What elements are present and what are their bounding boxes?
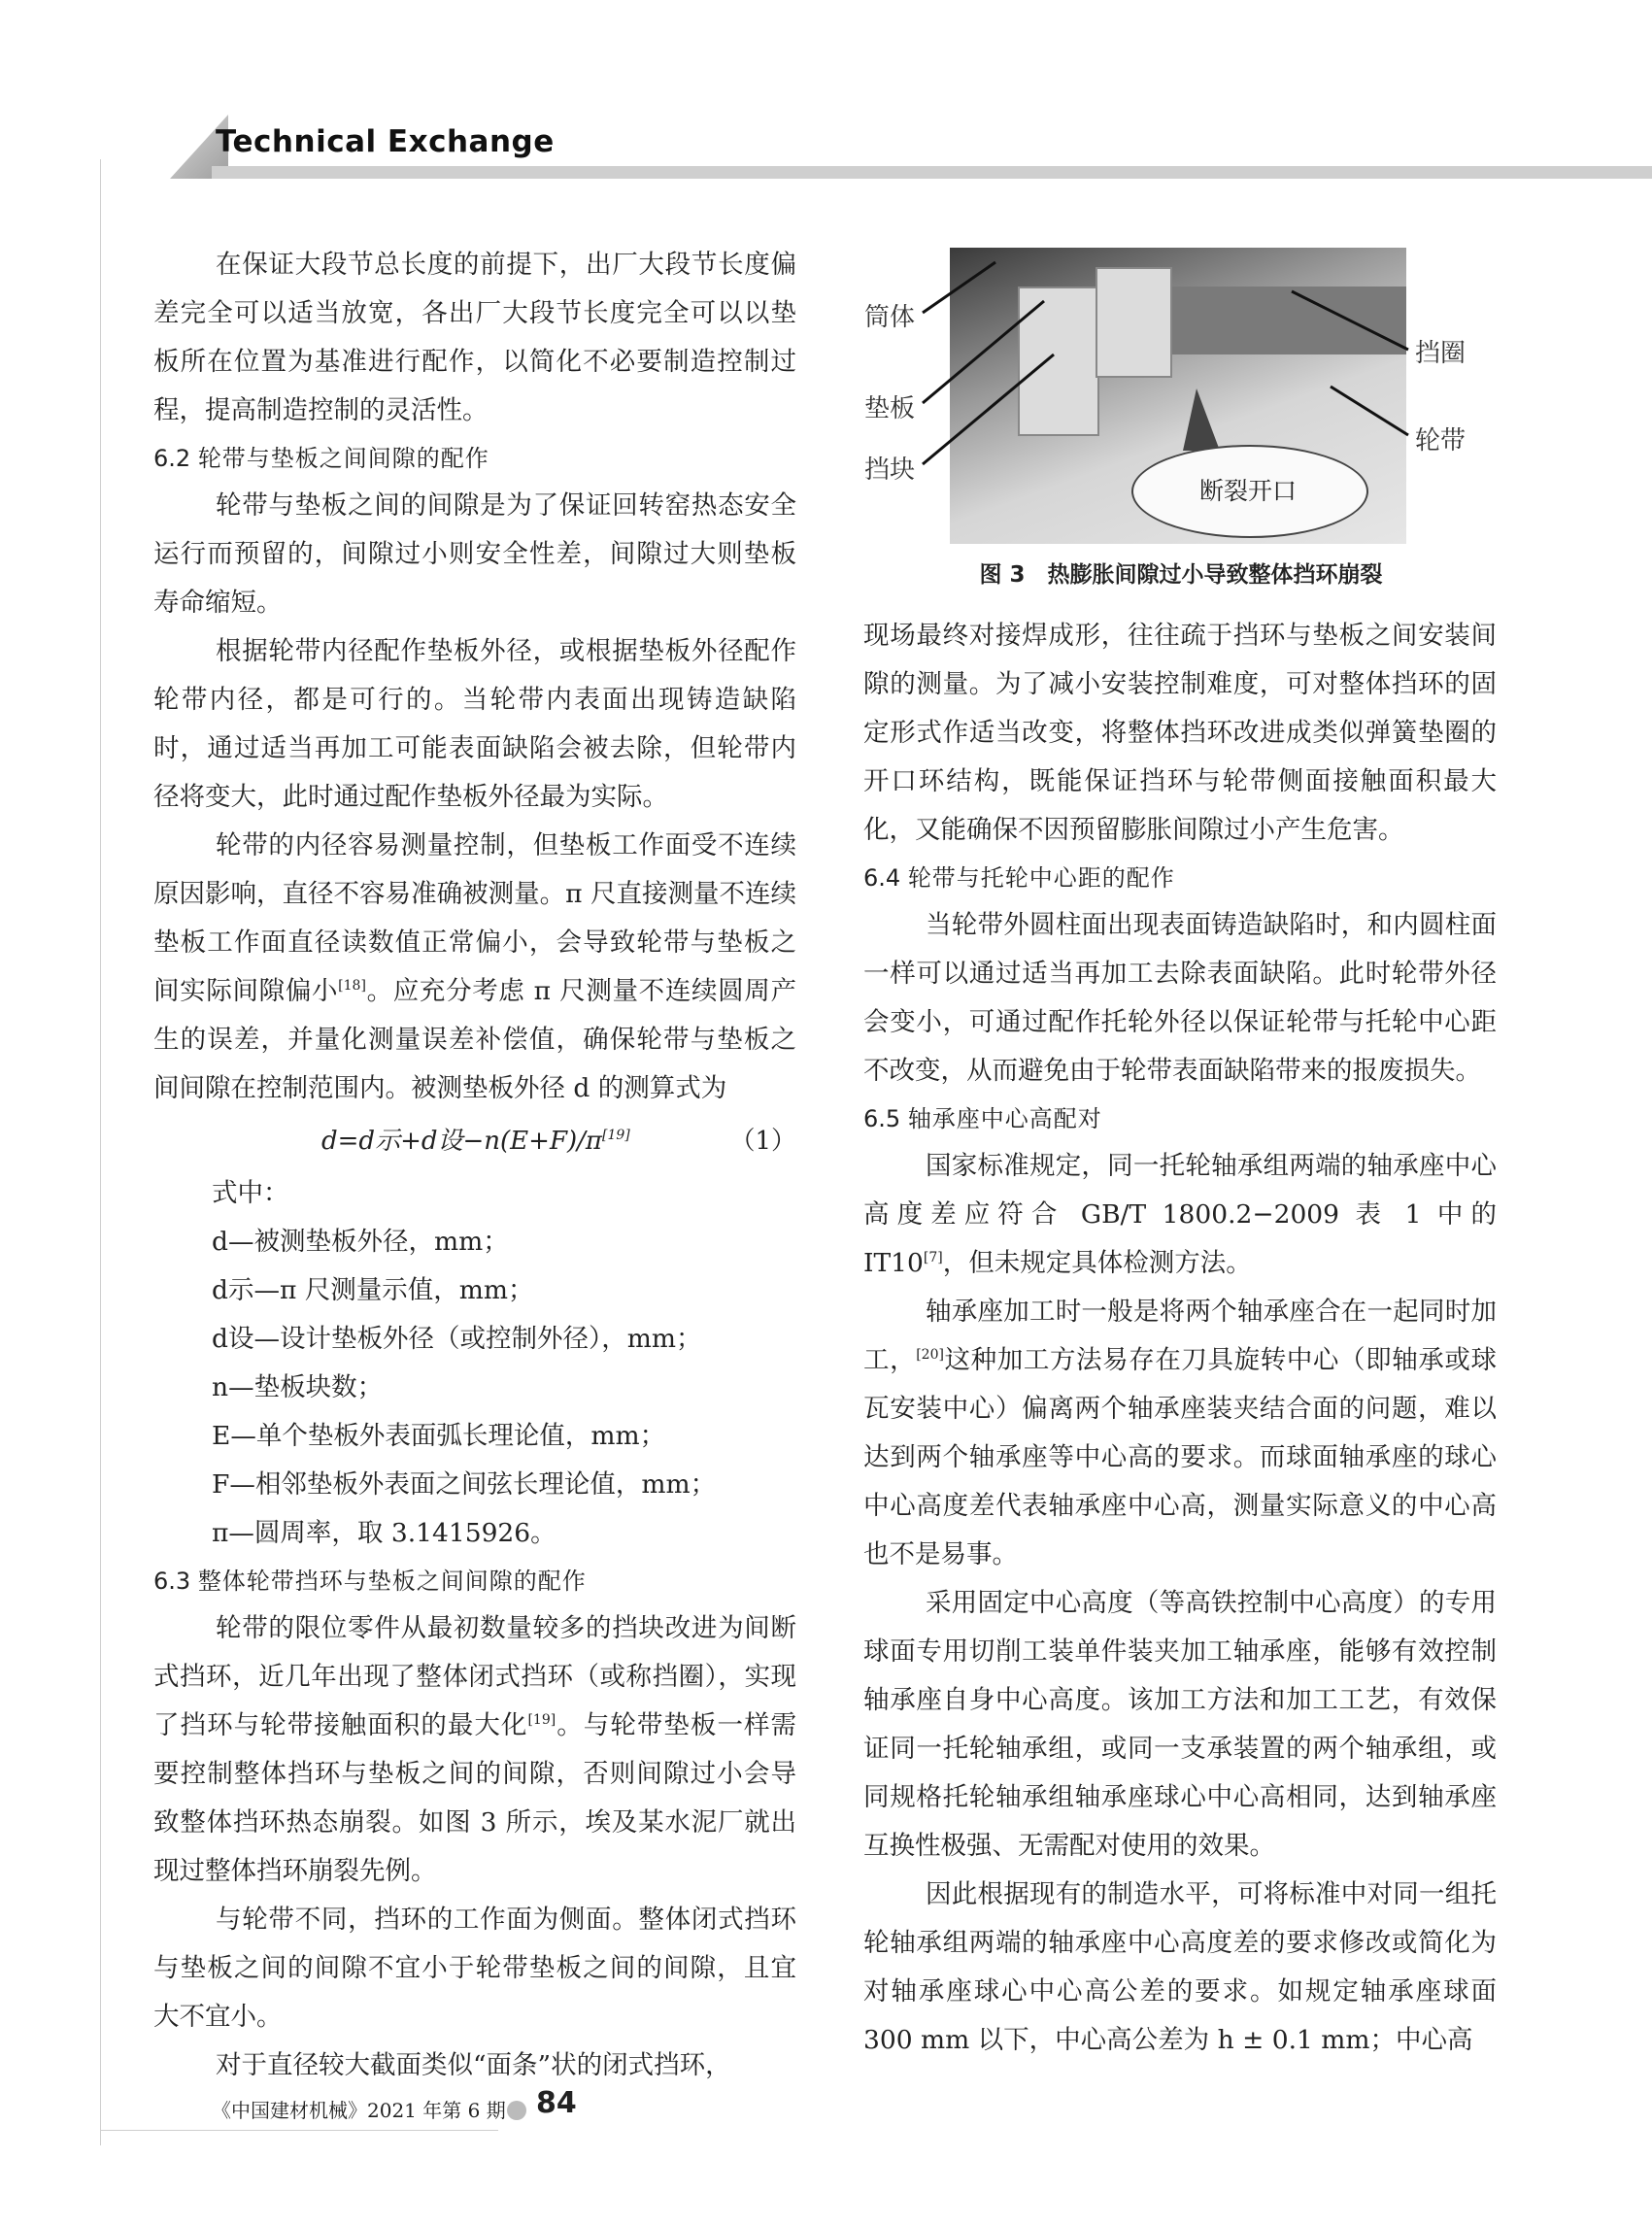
text-run: ，但未规定具体检测方法。: [942, 1248, 1252, 1278]
paragraph: 根据轮带内径配作垫板外径，或根据垫板外径配作轮带内径，都是可行的。当轮带内表面出现铸造缺陷时，通过适当再加工可能表面缺陷会被去除，但轮带内径将变大，此时通过配作垫板外径最为实际。: [153, 636, 796, 812]
figure-label-dangquan: 挡圈: [1415, 339, 1467, 368]
definition-item: π—圆周率，取 3.1415926。: [212, 1518, 556, 1548]
figure-label-lundai: 轮带: [1415, 426, 1467, 455]
figure-label-tongti: 筒体: [864, 303, 916, 332]
section-heading-6-5: [863, 1096, 1497, 1142]
citation: [19]: [601, 1128, 630, 1143]
paragraph: 现场最终对接焊成形，往往疏于挡环与垫板之间安装间隙的测量。为了减小安装控制难度，可对整体挡环的固定形式作适当改变，将整体挡环改进成类似弹簧垫圈的开口环结构，既能保证挡环与轮带侧面接触面积最大化，又能确保不因预留膨胀间隙过小产生危害。: [863, 621, 1497, 845]
text-run: 轴承座加工时一般是将两个轴承座合在一起同时加工，: [863, 1297, 1497, 1375]
citation: [19]: [527, 1712, 556, 1728]
paragraph: [863, 1288, 1497, 1579]
text-run: 。与轮带垫板一样需要控制整体挡环与垫板之间的间隙，否则间隙过小会导致整体挡环热态崩裂。如图 3 所示，埃及某水泥厂就出现过整体挡环崩裂先例。: [153, 1710, 797, 1886]
section-title: 轮带与托轮中心距的配作: [907, 864, 1175, 892]
footer-rule: [100, 2130, 498, 2131]
paragraph: 对于直径较大截面类似“面条”状的闭式挡环，: [216, 2050, 731, 2080]
section-number: 6.4: [863, 864, 901, 892]
section-title: 整体轮带挡环与垫板之间间隙的配作: [197, 1568, 587, 1595]
right-column: [863, 612, 1497, 2065]
paragraph: 当轮带外圆柱面出现表面铸造缺陷时，和内圆柱面一样可以通过适当再加工去除表面缺陷。此时轮带外径会变小，可通过配作托轮外径以保证轮带与托轮中心距不改变，从而避免由于轮带表面缺陷带来的报废损失。: [863, 910, 1497, 1086]
page-number: 84: [536, 2086, 577, 2120]
paragraph: [153, 822, 796, 1113]
section-heading-6-2: [153, 435, 796, 482]
section-title: 轴承座中心高配对: [907, 1105, 1102, 1132]
equation-number: （1）: [729, 1127, 796, 1156]
figure-label-dianban: 垫板: [864, 394, 916, 423]
paragraph: 轮带与垫板之间的间隙是为了保证回转窑热态安全运行而预留的，间隙过小则安全性差，间隙过大则垫板寿命缩短。: [153, 490, 796, 618]
section-number: 6.5: [863, 1105, 901, 1132]
definition-item: d设—设计垫板外径（或控制外径），mm；: [212, 1324, 702, 1354]
where-label: 式中：: [212, 1178, 289, 1208]
section-title: 轮带与垫板之间间隙的配作: [197, 445, 489, 472]
text-run: 国家标准规定，同一托轮轴承组两端的轴承座中心高度差应符合 GB/T 1800.2−2009 表 1 中的 IT10: [863, 1151, 1497, 1278]
text-run: 轮带的限位零件从最初数量较多的挡块改进为间断式挡环，近几年出现了整体闭式挡环（或称挡圈），实现了挡环与轮带接触面积的最大化: [153, 1613, 796, 1740]
margin-rule: [100, 159, 101, 2145]
paragraph: [153, 1604, 796, 1896]
section-number: 6.3: [153, 1568, 191, 1595]
paragraph: 采用固定中心高度（等高铁控制中心高度）的专用球面专用切削工装单件装夹加工轴承座，能够有效控制轴承座自身中心高度。该加工方法和加工工艺，有效保证同一托轮轴承组，或同一支承装置的两个轴承组，或同规格托轮轴承组轴承座球心中心高相同，达到轴承座互换性极强、无需配对使用的效果。: [863, 1588, 1497, 1861]
paragraph: 因此根据现有的制造水平，可将标准中对同一组托轮轴承组两端的轴承座中心高度差的要求修改或简化为对轴承座球心中心高公差的要求。如规定轴承座球面 300 mm 以下，中心高公差为 h ± 0.1 mm；中心高: [863, 1879, 1497, 2055]
paragraph: [863, 1142, 1497, 1288]
definition-item: F—相邻垫板外表面之间弦长理论值，mm；: [212, 1469, 717, 1500]
paragraph: 与轮带不同，挡环的工作面为侧面。整体闭式挡环与垫板之间的间隙不宜小于轮带垫板之间的间隙，且宜大不宜小。: [153, 1905, 796, 2032]
text-run: 这种加工方法易存在刀具旋转中心（即轴承或球瓦安装中心）偏离两个轴承座装夹结合面的问题，难以达到两个轴承座等中心高的要求。而球面轴承座的球心中心高度差代表轴承座中心高，测量实际意义的中心高也不是易事。: [863, 1345, 1498, 1569]
equation-formula: [321, 1113, 630, 1169]
definition-item: n—垫板块数；: [212, 1372, 384, 1402]
figure-label-dangkuai: 挡块: [864, 455, 916, 485]
text-run: 轮带的内径容易测量控制，但垫板工作面受不连续原因影响，直径不容易准确被测量。π 尺直接测量不连续垫板工作面直径读数值正常偏小，会导致轮带与垫板之间实际间隙偏小: [153, 830, 796, 1006]
figure-caption: 图 3 热膨胀间隙过小导致整体挡环崩裂: [979, 562, 1383, 588]
definition-item: E—单个垫板外表面弧长理论值，mm；: [212, 1421, 666, 1451]
equation-text: d=d示+d设−n(E+F)/π: [321, 1127, 602, 1156]
header-bar: [212, 166, 1652, 179]
left-column: [153, 241, 796, 2090]
figure-leader-lines: [855, 243, 1437, 554]
journal-footer: 《中国建材机械》2021 年第 6 期: [212, 2099, 506, 2122]
paragraph: 在保证大段节总长度的前提下，出厂大段节长度偏差完全可以适当放宽，各出厂大段节长度完全可以以垫板所在位置为基准进行配作，以简化不必要制造控制过程，提高制造控制的灵活性。: [153, 250, 796, 425]
equation-1: [153, 1113, 796, 1169]
definition-item: d—被测垫板外径，mm；: [212, 1227, 509, 1257]
citation: [7]: [923, 1250, 943, 1265]
definition-item: d示—π 尺测量示值，mm；: [212, 1275, 534, 1305]
section-heading-6-3: [153, 1558, 796, 1604]
text-run: 。应充分考虑 π 尺测量不连续圆周产生的误差，并量化测量误差补偿值，确保轮带与垫板之间间隙在控制范围内。被测垫板外径 d 的测算式为: [153, 976, 797, 1103]
citation: [20]: [916, 1347, 944, 1363]
section-number: 6.2: [153, 445, 191, 472]
callout-label: 断裂开口: [1198, 477, 1297, 505]
section-heading-6-4: [863, 855, 1497, 901]
page-dot-decoration: [507, 2101, 526, 2120]
citation: [18]: [338, 978, 366, 994]
running-header-title: Technical Exchange: [216, 124, 555, 159]
